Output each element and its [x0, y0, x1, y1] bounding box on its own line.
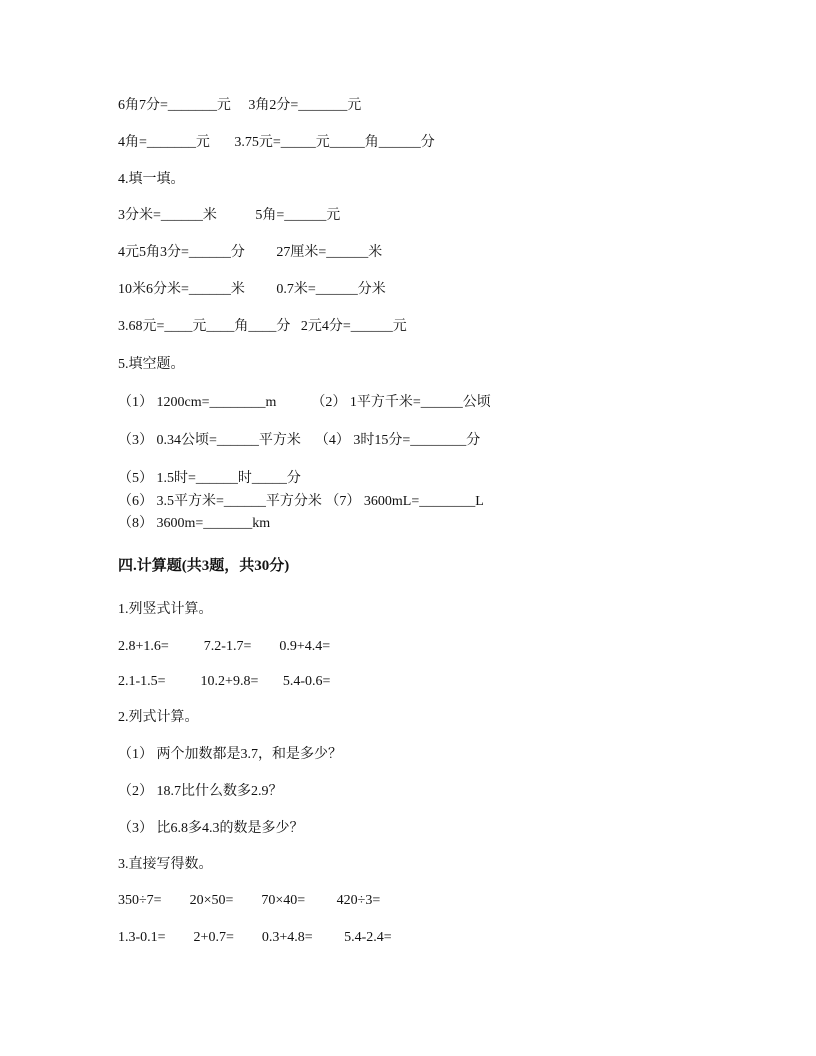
section-heading-fill-in: 4.填一填。 [118, 172, 185, 187]
fill-in-line-3: 10米6分米=______米 0.7米=______分米 [118, 282, 386, 297]
blank-item-3-4: （3） 0.34公顷=______平方米 （4） 3时15分=________分 [118, 433, 481, 448]
section-heading-blanks: 5.填空题。 [118, 357, 185, 372]
word-problem-1: （1） 两个加数都是3.7，和是多少？ [118, 747, 342, 762]
fill-in-line-2: 4元5角3分=______分 27厘米=______米 [118, 245, 383, 260]
section-title-calculation: 四.计算题(共3题，共30分) [118, 558, 290, 574]
blank-item-5: （5） 1.5时=______时_____分 [118, 471, 301, 486]
subheading-vertical-calc: 1.列竖式计算。 [118, 602, 213, 617]
subheading-expression-calc: 2.列式计算。 [118, 710, 199, 725]
vertical-calc-row-1: 2.8+1.6= 7.2-1.7= 0.9+4.4= [118, 639, 331, 654]
blank-item-1-2: （1） 1200cm=________m （2） 1平方千米=______公顷 [118, 395, 491, 410]
money-conversion-line-1: 6角7分=_______元 3角2分=_______元 [118, 98, 362, 113]
direct-answers-row-2: 1.3-0.1= 2+0.7= 0.3+4.8= 5.4-2.4= [118, 930, 392, 945]
subheading-direct-answers: 3.直接写得数。 [118, 857, 213, 872]
vertical-calc-row-2: 2.1-1.5= 10.2+9.8= 5.4-0.6= [118, 674, 331, 689]
fill-in-line-4: 3.68元=____元____角____分 2元4分=______元 [118, 319, 407, 334]
direct-answers-row-1: 350÷7= 20×50= 70×40= 420÷3= [118, 893, 381, 908]
word-problem-3: （3） 比6.8多4.3的数是多少？ [118, 821, 304, 836]
fill-in-line-1: 3分米=______米 5角=______元 [118, 208, 341, 223]
money-conversion-line-2: 4角=_______元 3.75元=_____元_____角______分 [118, 135, 435, 150]
blank-item-6-7: （6） 3.5平方米=______平方分米 （7） 3600mL=________L [118, 494, 484, 509]
blank-item-8: （8） 3600m=_______km [118, 516, 271, 531]
word-problem-2: （2） 18.7比什么数多2.9？ [118, 784, 283, 799]
